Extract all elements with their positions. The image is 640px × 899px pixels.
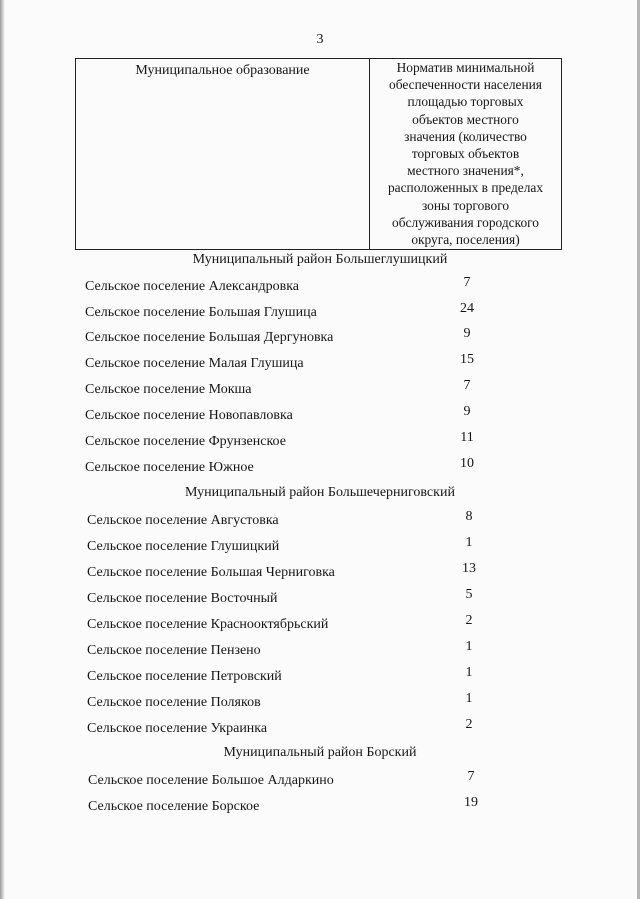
row-name: Сельское поселение Мокша bbox=[85, 382, 252, 397]
header-line: объектов местного bbox=[412, 111, 519, 127]
section-title-borsky: Муниципальный район Борский bbox=[223, 745, 417, 760]
row-value: 1 bbox=[465, 535, 473, 550]
row-value: 7 bbox=[463, 275, 471, 290]
table-header bbox=[75, 58, 562, 250]
header-line: расположенных в пределах bbox=[387, 180, 544, 196]
row-name: Сельское поселение Александровка bbox=[85, 279, 300, 294]
header-col-municipality: Муниципальное образование bbox=[76, 59, 370, 249]
row-value: 1 bbox=[465, 691, 473, 706]
row-name: Сельское поселение Большое Алдаркино bbox=[88, 773, 334, 788]
header-line: обслуживания городского bbox=[392, 214, 539, 230]
row-value: 2 bbox=[465, 613, 473, 628]
row-value: 24 bbox=[460, 301, 474, 316]
row-value: 19 bbox=[464, 795, 478, 810]
row-name: Сельское поселение Малая Глушица bbox=[85, 356, 304, 371]
row-value: 15 bbox=[460, 352, 474, 367]
row-name: Сельское поселение Пензено bbox=[87, 643, 261, 658]
row-name: Сельское поселение Восточный bbox=[87, 591, 278, 606]
row-name: Сельское поселение Южное bbox=[85, 460, 254, 475]
header-line: торговых объектов bbox=[411, 146, 520, 162]
header-line: округа, поселения) bbox=[411, 232, 520, 248]
row-value: 8 bbox=[465, 509, 473, 524]
row-name: Сельское поселение Августовка bbox=[87, 513, 279, 528]
header-line: зоны торгового bbox=[421, 197, 510, 213]
row-value: 9 bbox=[463, 404, 471, 419]
row-value: 11 bbox=[460, 430, 474, 445]
section-title-bolshechernigovsky: Муниципальный район Большечерниговский bbox=[185, 485, 455, 500]
header-col-norm bbox=[370, 59, 561, 249]
row-value: 5 bbox=[465, 587, 473, 602]
row-name: Сельское поселение Петровский bbox=[87, 669, 282, 684]
row-name: Сельское поселение Украинка bbox=[87, 721, 268, 736]
header-line: значения (количество bbox=[404, 128, 527, 144]
row-name: Сельское поселение Поляков bbox=[87, 695, 261, 710]
section-title-bolsheglushitsky: Муниципальный район Большеглушицкий bbox=[192, 252, 448, 267]
row-name: Сельское поселение Фрунзенское bbox=[85, 434, 286, 449]
row-name: Сельское поселение Глушицкий bbox=[87, 539, 280, 554]
row-name: Сельское поселение Большая Дергуновка bbox=[85, 330, 334, 345]
row-value: 9 bbox=[463, 326, 471, 341]
row-name: Сельское поселение Большая Черниговка bbox=[87, 565, 335, 580]
scan-edge-left bbox=[0, 0, 5, 899]
row-value: 1 bbox=[465, 665, 473, 680]
row-value: 1 bbox=[465, 639, 473, 654]
row-value: 2 bbox=[465, 717, 473, 732]
row-value: 10 bbox=[460, 456, 474, 471]
header-line: обеспеченности населения bbox=[389, 77, 542, 93]
row-value: 13 bbox=[462, 561, 476, 576]
row-name: Сельское поселение Новопавловка bbox=[85, 408, 293, 423]
header-line: площадью торговых bbox=[407, 94, 524, 110]
row-value: 7 bbox=[467, 769, 475, 784]
page-number: 3 bbox=[316, 32, 324, 47]
header-line: Норматив минимальной bbox=[396, 60, 535, 75]
row-name: Сельское поселение Борское bbox=[88, 799, 260, 814]
row-name: Сельское поселение Большая Глушица bbox=[85, 305, 317, 320]
row-name: Сельское поселение Краснооктябрьский bbox=[87, 617, 329, 632]
row-value: 7 bbox=[463, 378, 471, 393]
header-line: местного значения*, bbox=[407, 163, 524, 179]
